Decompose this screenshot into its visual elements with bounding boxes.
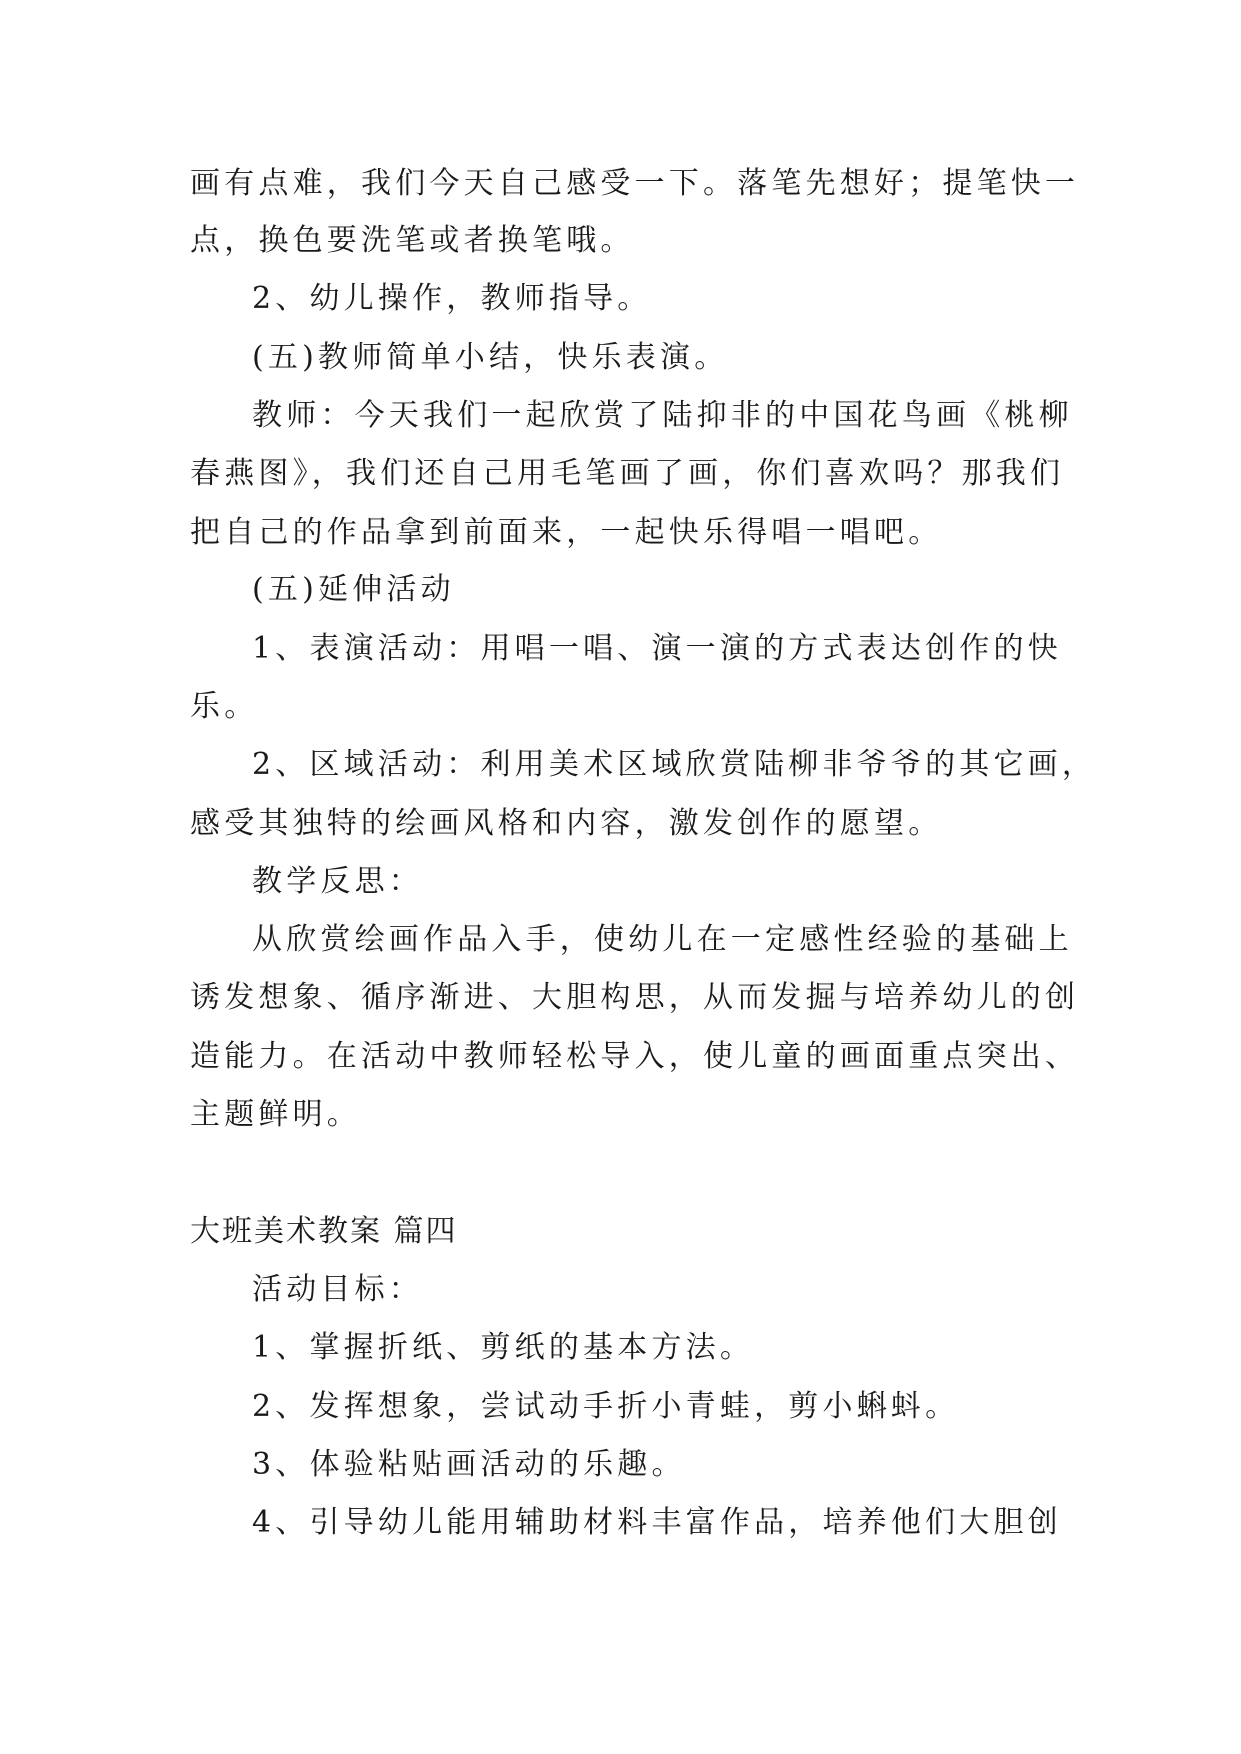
paragraph-line: 春燕图》，我们还自己用毛笔画了画，你们喜欢吗？那我们 (190, 456, 1065, 491)
paragraph-line: 教学反思： (252, 864, 423, 899)
section-heading: 大班美术教案 篇四 (190, 1214, 458, 1249)
paragraph-line: (五)教师简单小结，快乐表演。 (252, 340, 729, 375)
paragraph-line: 2、区域活动：利用美术区域欣赏陆柳非爷爷的其它画， (252, 747, 1097, 782)
paragraph-line: 画有点难，我们今天自己感受一下。落笔先想好；提笔快一 (190, 166, 1080, 201)
paragraph-line: 3、体验粘贴画活动的乐趣。 (252, 1447, 686, 1482)
paragraph-line: 教师：今天我们一起欣赏了陆抑非的中国花鸟画《桃柳 (252, 398, 1073, 433)
paragraph-line: 1、表演活动：用唱一唱、演一演的方式表达创作的快 (252, 631, 1062, 666)
paragraph-line: 4、引导幼儿能用辅助材料丰富作品，培养他们大胆创 (252, 1505, 1062, 1540)
paragraph-line: 感受其独特的绘画风格和内容，激发创作的愿望。 (190, 806, 943, 841)
paragraph-line: 2、幼儿操作，教师指导。 (252, 281, 652, 316)
paragraph-line: 把自己的作品拿到前面来，一起快乐得唱一唱吧。 (190, 515, 943, 550)
paragraph-line: 活动目标： (252, 1272, 423, 1307)
paragraph-line: 从欣赏绘画作品入手，使幼儿在一定感性经验的基础上 (252, 922, 1073, 957)
paragraph-line: 乐。 (190, 689, 259, 724)
paragraph-line: 诱发想象、循序渐进、大胆构思，从而发掘与培养幼儿的创 (190, 980, 1080, 1015)
paragraph-line: 2、发挥想象，尝试动手折小青蛙，剪小蝌蚪。 (252, 1389, 960, 1424)
paragraph-line: 主题鲜明。 (190, 1097, 361, 1132)
paragraph-line: 造能力。在活动中教师轻松导入，使儿童的画面重点突出、 (190, 1039, 1080, 1074)
paragraph-line: (五)延伸活动 (252, 572, 455, 607)
paragraph-line: 1、掌握折纸、剪纸的基本方法。 (252, 1330, 755, 1365)
paragraph-line: 点，换色要洗笔或者换笔哦。 (190, 223, 635, 258)
